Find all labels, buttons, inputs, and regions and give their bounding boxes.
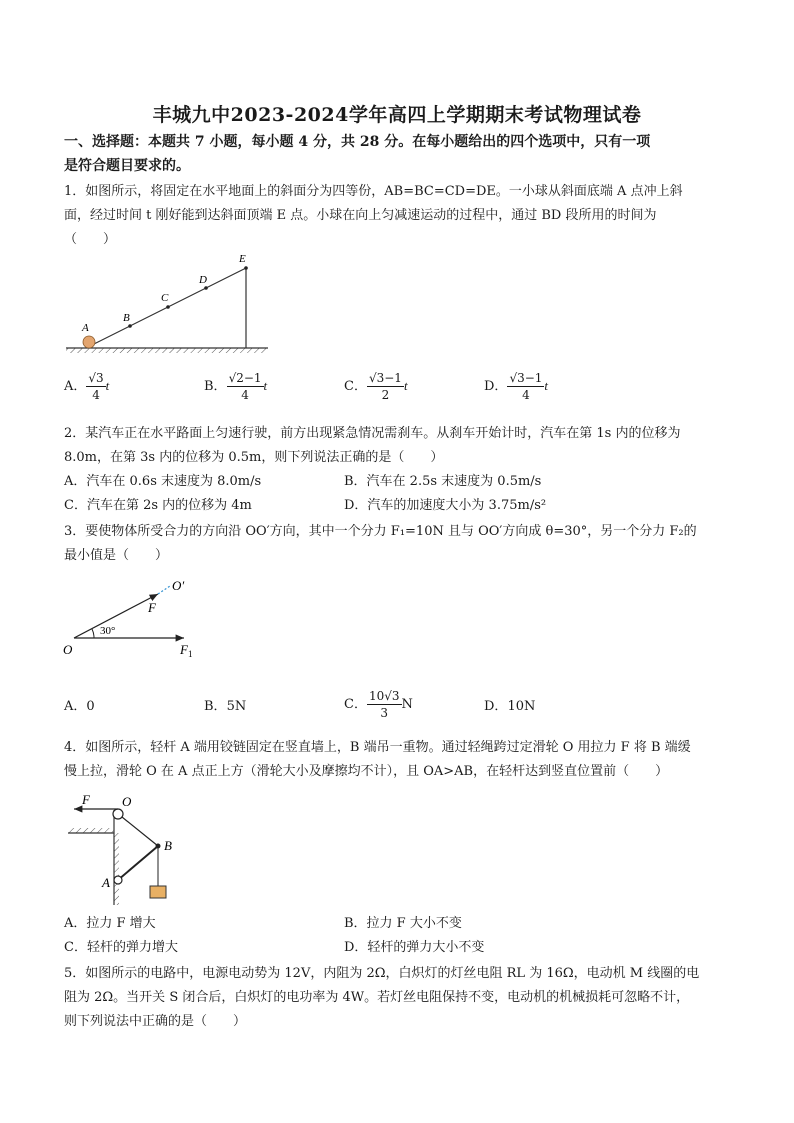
exam-title: 丰城九中2023-2024学年高四上学期期末考试物理试卷 — [152, 104, 642, 126]
q1-point-b — [128, 324, 132, 328]
q4-rod-ab — [118, 846, 158, 880]
q1-option-a[interactable]: A． $\frac{√3}{4}$ t — [64, 371, 110, 402]
section-heading-line2: 是符合题目要求的。 — [64, 158, 190, 174]
q2-option-c[interactable]: C．汽车在第 2s 内的位移为 4m — [64, 498, 252, 513]
q1-option-c[interactable]: C． $\frac{√3-1}{2}$ t — [344, 371, 408, 402]
q1-option-d[interactable]: D． $\frac{√3-1}{4}$ t — [484, 371, 549, 402]
q1-label-b: B — [123, 312, 130, 324]
q4-option-d[interactable]: D．轻杆的弹力大小不变 — [344, 940, 485, 955]
q1-label-e: E — [239, 253, 246, 265]
q1-point-c — [166, 305, 170, 309]
q5-stem-line1: 5．如图所示的电路中，电源电动势为 12V，内阻为 2Ω，白炽灯的灯丝电阻 RL 为 16Ω，电动机 M 线圈的电 — [64, 966, 700, 981]
q4-ceiling-hatch — [68, 828, 114, 833]
q3-f-arrow — [74, 594, 158, 638]
q3-force-diagram — [60, 572, 200, 658]
q3-label-f: F — [148, 600, 156, 615]
q1-stem-line2: 面，经过时间 t 刚好能到达斜面顶端 E 点。小球在向上匀减速运动的过程中，通过 BD 段所用的时间为 — [64, 208, 657, 223]
q2-stem-line1: 2．某汽车正在水平路面上匀速行驶，前方出现紧急情况需刹车。从刹车开始计时，汽车在第 1s 内的位移为 — [64, 426, 681, 441]
q1-point-d — [204, 286, 208, 290]
q2-stem-line2: 8.0m，在第 3s 内的位移为 0.5m，则下列说法正确的是（ ） — [64, 450, 444, 465]
q1-ground-hatch — [66, 348, 268, 353]
q2-option-d[interactable]: D．汽车的加速度大小为 3.75m/s² — [344, 498, 547, 513]
q4-pulley — [113, 809, 123, 819]
q4-option-c[interactable]: C．轻杆的弹力增大 — [64, 940, 178, 955]
q1-stem-line3: （ ） — [64, 232, 117, 247]
q3-stem-line2: 最小值是（ ） — [64, 548, 169, 563]
q4-stem-line1: 4．如图所示，轻杆 A 端用铰链固定在竖直墙上，B 端吊一重物。通过轻绳跨过定滑轮 O 用拉力 F 将 B 端缓 — [64, 740, 691, 755]
q4-label-f: F — [82, 792, 90, 807]
q3-label-f1: $F_1$ — [180, 642, 193, 659]
q4-wall-hatch — [114, 833, 119, 905]
q1-option-b[interactable]: B． $\frac{√2-1}{4}$ t — [204, 371, 268, 402]
q3-label-o: O — [63, 642, 73, 657]
q4-lever-diagram — [62, 790, 192, 906]
q1-label-c: C — [161, 292, 169, 304]
section-heading-line1: 一、选择题：本题共 7 小题，每小题 4 分，共 28 分。在每小题给出的四个选项中，只有一项 — [64, 134, 651, 150]
q3-oo-dashed-extension — [158, 586, 170, 594]
q4-option-a[interactable]: A．拉力 F 增大 — [64, 916, 156, 931]
q4-weight-block — [150, 886, 166, 898]
q3-label-o-prime: O′ — [172, 578, 185, 593]
q4-option-b[interactable]: B．拉力 F 大小不变 — [344, 916, 462, 931]
q3-option-d[interactable]: D．10N — [484, 699, 536, 714]
q1-stem-line1: 1．如图所示，将固定在水平地面上的斜面分为四等份，AB=BC=CD=DE。一小球从斜面底端 A 点冲上斜 — [64, 184, 683, 199]
q4-label-o: O — [122, 794, 132, 809]
q1-incline-line — [86, 268, 246, 348]
q1-label-d: D — [199, 274, 207, 286]
q4-stem-line2: 慢上拉，滑轮 O 在 A 点正上方（滑轮大小及摩擦均不计），且 OA>AB，在轻杆达到竖直位置前（ ） — [64, 764, 669, 779]
q1-incline-diagram — [60, 250, 280, 360]
q4-label-a: A — [102, 875, 110, 890]
q5-stem-line2: 阻为 2Ω。当开关 S 闭合后，白炽灯的电功率为 4W。若灯丝电阻保持不变，电动机的机械损耗可忽略不计， — [64, 990, 690, 1005]
q5-stem-line3: 则下列说法中正确的是（ ） — [64, 1014, 247, 1029]
q1-ball — [83, 336, 95, 348]
q4-rope-ob — [122, 817, 158, 846]
q3-option-a[interactable]: A．0 — [64, 699, 95, 714]
q2-option-b[interactable]: B．汽车在 2.5s 末速度为 0.5m/s — [344, 474, 542, 489]
q4-label-b: B — [164, 838, 172, 853]
q3-label-angle: 30° — [100, 625, 116, 637]
q3-option-b[interactable]: B．5N — [204, 699, 247, 714]
q1-point-e — [244, 266, 248, 270]
q4-hinge-a — [114, 876, 122, 884]
q3-option-c[interactable]: C． $\frac{10√3}{3}$ N — [344, 689, 413, 720]
q3-angle-arc — [92, 629, 94, 638]
q1-label-a: A — [82, 322, 89, 334]
q2-option-a[interactable]: A．汽车在 0.6s 末速度为 8.0m/s — [64, 474, 262, 489]
q3-stem-line1: 3．要使物体所受合力的方向沿 OO′方向，其中一个分力 F₁=10N 且与 OO′方向成 θ=30°，另一个分力 F₂的 — [64, 524, 697, 539]
